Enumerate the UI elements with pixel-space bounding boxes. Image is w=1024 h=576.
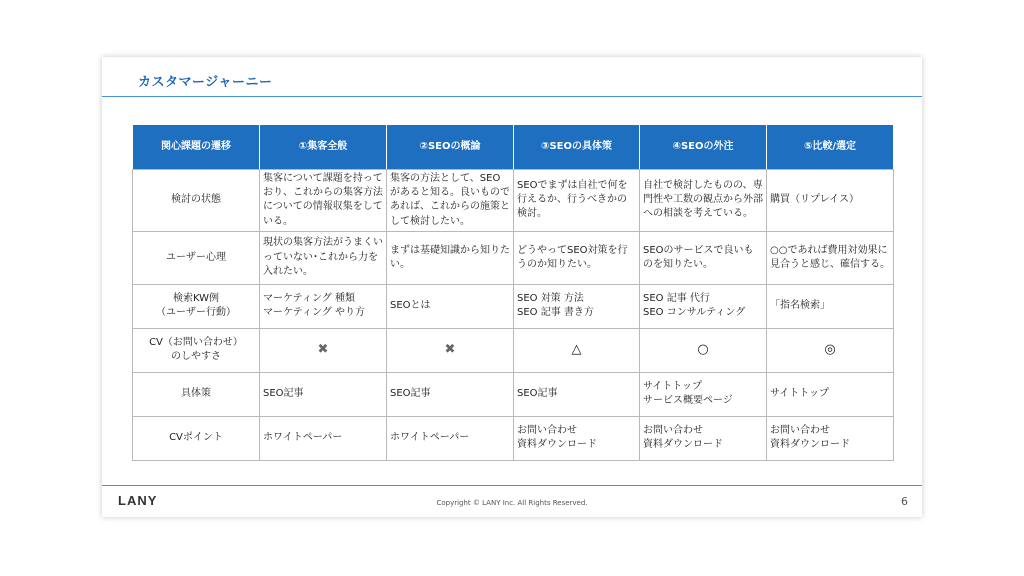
cross-mark-icon: ✖ xyxy=(387,328,514,372)
table-cell: ホワイトペーパー xyxy=(260,416,387,460)
row-label: CV（お問い合わせ） のしやすさ xyxy=(133,328,260,372)
table-header-row xyxy=(133,125,894,170)
table-cell: サイトトップ サービス概要ページ xyxy=(640,372,767,416)
row-label: ユーザー心理 xyxy=(133,231,260,284)
table-cell: どうやってSEO対策を行うのか知りたい。 xyxy=(514,231,640,284)
slide-title: カスタマージャーニー xyxy=(138,75,273,90)
page-number: 6 xyxy=(901,495,908,508)
cross-mark-icon: ✖ xyxy=(260,328,387,372)
table-cell: SEO記事 xyxy=(387,372,514,416)
table-cell: サイトトップ xyxy=(767,372,894,416)
table-cell: ホワイトペーパー xyxy=(387,416,514,460)
slide xyxy=(102,57,922,517)
table-cell: SEO記事 xyxy=(260,372,387,416)
header-cell: ②SEOの概論 xyxy=(387,125,514,170)
table-row xyxy=(133,170,894,232)
lany-logo: LANY xyxy=(118,493,158,508)
table-row xyxy=(133,416,894,460)
table-cell: SEOでまずは自社で何を行えるか、行うべきかの検討。 xyxy=(514,170,640,232)
table-row xyxy=(133,328,894,372)
copyright-text: Copyright © LANY Inc. All Rights Reserved. xyxy=(436,499,588,507)
title-divider xyxy=(102,96,922,97)
table-row xyxy=(133,284,894,328)
header-cell: ⑤比較/選定 xyxy=(767,125,894,170)
table-cell: 現状の集客方法がうまくいっていない･これから力を入れたい。 xyxy=(260,231,387,284)
table-cell: 自社で検討したものの、専門性や工数の観点から外部への相談を考えている。 xyxy=(640,170,767,232)
header-cell: ④SEOの外注 xyxy=(640,125,767,170)
row-label: 検索KW例 （ユーザー行動） xyxy=(133,284,260,328)
table-cell: 「指名検索」 xyxy=(767,284,894,328)
row-label: CVポイント xyxy=(133,416,260,460)
table-cell: SEO 記事 代行 SEO コンサルティング xyxy=(640,284,767,328)
footer-divider xyxy=(102,485,922,486)
triangle-mark-icon: △ xyxy=(514,328,640,372)
table-cell: 集客について課題を持っており、これからの集客方法についての情報収集をしている。 xyxy=(260,170,387,232)
header-cell: ①集客全般 xyxy=(260,125,387,170)
table-cell: SEOとは xyxy=(387,284,514,328)
table-cell: まずは基礎知識から知りたい。 xyxy=(387,231,514,284)
circle-mark-icon: ○ xyxy=(640,328,767,372)
table-cell: SEOのサービスで良いものを知りたい。 xyxy=(640,231,767,284)
table-cell: SEO記事 xyxy=(514,372,640,416)
customer-journey-table xyxy=(132,124,894,461)
table-cell: SEO 対策 方法 SEO 記事 書き方 xyxy=(514,284,640,328)
row-label: 検討の状態 xyxy=(133,170,260,232)
table-cell: 購買（リプレイス） xyxy=(767,170,894,232)
double-circle-mark-icon: ◎ xyxy=(767,328,894,372)
table-cell: お問い合わせ 資料ダウンロード xyxy=(640,416,767,460)
table-cell: 集客の方法として、SEOがあると知る。良いものであれば、これからの施策として検討したい。 xyxy=(387,170,514,232)
table-cell: マーケティング 種類 マーケティング やり方 xyxy=(260,284,387,328)
table-row xyxy=(133,231,894,284)
row-label: 具体策 xyxy=(133,372,260,416)
header-cell: ③SEOの具体策 xyxy=(514,125,640,170)
table-row xyxy=(133,372,894,416)
table-cell: お問い合わせ 資料ダウンロード xyxy=(767,416,894,460)
header-cell: 関心課題の遷移 xyxy=(133,125,260,170)
table-cell: お問い合わせ 資料ダウンロード xyxy=(514,416,640,460)
table-cell: ○○であれば費用対効果に見合うと感じ、確信する。 xyxy=(767,231,894,284)
